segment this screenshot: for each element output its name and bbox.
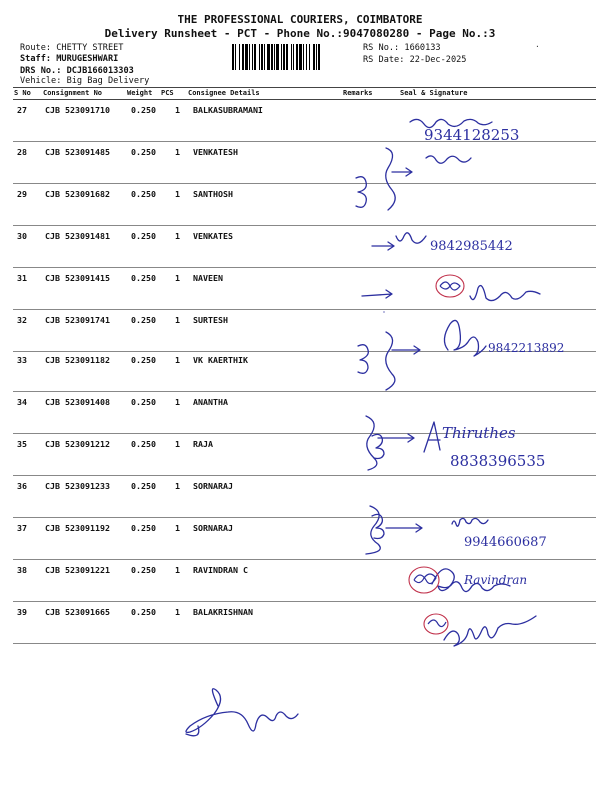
row-sno: 39 [17,607,27,617]
barcode [232,44,360,70]
row-weight: 0.250 [131,231,156,241]
row-weight: 0.250 [131,189,156,199]
row-consignment: CJB 523091192 [45,523,110,533]
handwritten-phone-35: 8838396535 [450,452,546,470]
row-weight: 0.250 [131,607,156,617]
barcode-bar [267,44,270,70]
row-consignee: SORNARAJ [193,481,233,491]
barcode-bar [242,44,244,70]
row-consignee: NAVEEN [193,273,223,283]
handwritten-phone-37: 9944660687 [464,535,547,550]
row-weight: 0.250 [131,439,156,449]
row-consignment: CJB 523091481 [45,231,110,241]
barcode-bar [239,44,240,70]
row-pcs: 1 [175,523,180,533]
row-pcs: 1 [175,147,180,157]
staff-signature-underline [186,726,199,736]
row-consignment: CJB 523091233 [45,481,110,491]
col-pcs: PCS [161,89,174,97]
row-consignee: RAVINDRAN C [193,565,248,575]
table-header [0,89,600,99]
row-consignee: BALKASUBRAMANI [193,105,263,115]
barcode-bar [245,44,248,70]
barcode-bar [309,44,310,70]
row-sno: 27 [17,105,27,115]
row-pcs: 1 [175,439,180,449]
row-consignment: CJB 523091682 [45,189,110,199]
col-consignee: Consignee Details [188,89,260,97]
row-sno: 28 [17,147,27,157]
rs-number: RS No.: 1660133 [363,43,441,53]
barcode-bar [271,44,273,70]
barcode-bar [291,44,292,70]
row-consignee: VENKATESH [193,147,238,157]
barcode-bar [259,44,260,70]
staff-label: Staff: MURUGESHWARI [20,54,119,64]
barcode-bar [261,44,263,70]
barcode-bar [286,44,288,70]
barcode-bar [303,44,304,70]
row-pcs: 1 [175,481,180,491]
row-sno: 33 [17,355,27,365]
drs-number: DRS No.: DCJB166013303 [20,66,134,76]
barcode-bar [252,44,253,70]
table-row [0,434,600,476]
row-consignee: ANANTHA [193,397,228,407]
row-pcs: 1 [175,105,180,115]
table-row [0,310,600,352]
barcode-bar [299,44,302,70]
table-row [0,560,600,602]
row-weight: 0.250 [131,355,156,365]
handwritten-phone-30: 9842985442 [430,239,513,254]
row-pcs: 1 [175,355,180,365]
table-row [0,350,600,392]
barcode-bar [293,44,294,70]
row-consignment: CJB 523091741 [45,315,110,325]
route-label: Route: CHETTY STREET [20,43,124,53]
row-sno: 38 [17,565,27,575]
table-row [0,476,600,518]
row-consignment: CJB 523091408 [45,397,110,407]
handwritten-name-35: Thiruthes [442,424,516,442]
vehicle-label: Vehicle: Big Bag Delivery [20,76,150,86]
row-pcs: 1 [175,273,180,283]
row-pcs: 1 [175,231,180,241]
table-row [0,142,600,184]
row-weight: 0.250 [131,481,156,491]
table-row [0,392,600,434]
row-consignment: CJB 523091415 [45,273,110,283]
row-sno: 32 [17,315,27,325]
barcode-bar [316,44,317,70]
corner-mark: · [535,42,540,51]
barcode-bar [232,44,234,70]
row-weight: 0.250 [131,397,156,407]
row-weight: 0.250 [131,523,156,533]
row-weight: 0.250 [131,147,156,157]
rs-date: RS Date: 22-Dec-2025 [363,55,467,65]
row-weight: 0.250 [131,315,156,325]
table-row [0,268,600,310]
col-seal: Seal & Signature [400,89,468,97]
row-consignment: CJB 523091212 [45,439,110,449]
barcode-bar [318,44,320,70]
table-row [0,184,600,226]
handwritten-phone-27: 9344128253 [424,126,520,144]
barcode-bar [274,44,275,70]
row-consignment: CJB 523091221 [45,565,110,575]
table-row [0,226,600,268]
barcode-bar [276,44,279,70]
table-row [0,518,600,560]
handwritten-phone-33: 9842213892 [488,341,565,355]
barcode-bar [313,44,315,70]
row-sno: 31 [17,273,27,283]
header-divider [13,87,596,88]
col-weight: Weight [127,89,153,97]
row-pcs: 1 [175,607,180,617]
row-weight: 0.250 [131,565,156,575]
row-consignee: SURTESH [193,315,228,325]
table-row [0,100,600,142]
row-sno: 30 [17,231,27,241]
row-consignment: CJB 523091710 [45,105,110,115]
barcode-bar [249,44,250,70]
row-sno: 35 [17,439,27,449]
handwritten-name-38: Ravindran [464,573,528,587]
col-consignment: Consignment No [43,89,103,97]
row-sno: 37 [17,523,27,533]
barcode-bar [254,44,256,70]
row-pcs: 1 [175,565,180,575]
row-consignee: VK KAERTHIK [193,355,248,365]
row-pcs: 1 [175,315,180,325]
barcode-bar [283,44,285,70]
row-consignment: CJB 523091182 [45,355,110,365]
barcode-bar [306,44,307,70]
table-row [0,602,600,644]
row-divider [13,643,596,644]
col-sno: S No [14,89,31,97]
row-sno: 36 [17,481,27,491]
document-title: THE PROFESSIONAL COURIERS, COIMBATORE [177,13,423,26]
row-consignee: VENKATES [193,231,233,241]
row-consignee: RAJA [193,439,213,449]
row-consignee: BALAKRISHNAN [193,607,253,617]
row-weight: 0.250 [131,273,156,283]
document-subtitle: Delivery Runsheet - PCT - Phone No.:9047080280 - Page No.:3 [104,27,496,40]
barcode-bar [296,44,298,70]
col-remarks: Remarks [343,89,373,97]
row-consignment: CJB 523091665 [45,607,110,617]
row-consignee: SORNARAJ [193,523,233,533]
row-sno: 29 [17,189,27,199]
row-pcs: 1 [175,189,180,199]
row-pcs: 1 [175,397,180,407]
row-consignee: SANTHOSH [193,189,233,199]
barcode-bar [235,44,236,70]
barcode-bar [281,44,282,70]
row-sno: 34 [17,397,27,407]
staff-signature [186,689,298,733]
barcode-bar [264,44,265,70]
row-consignment: CJB 523091485 [45,147,110,157]
row-weight: 0.250 [131,105,156,115]
